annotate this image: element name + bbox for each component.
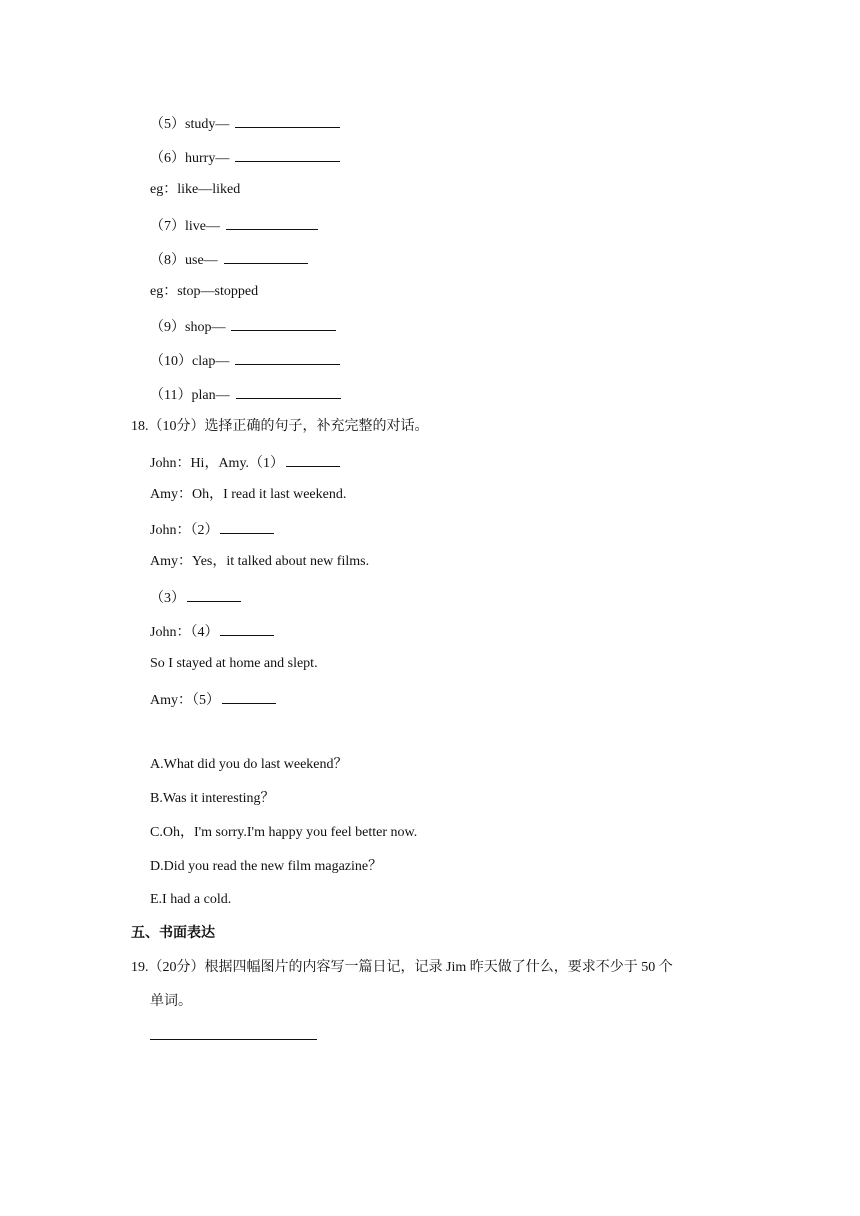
answer-blank[interactable] (235, 147, 340, 162)
item-7 (150, 215, 318, 233)
dialogue-line (150, 621, 274, 639)
item-9-label: （9）shop— (150, 320, 226, 335)
example-like (150, 181, 240, 199)
option-b: B.Was it interesting？ (150, 791, 275, 806)
dialogue-text: Amy：Oh，I read it last weekend. (150, 487, 347, 502)
answer-blank[interactable] (187, 587, 241, 602)
option-d: D.Did you read the new film magazine？ (150, 859, 383, 874)
dialogue-line (150, 519, 274, 537)
dialogue-text: （3） (150, 591, 185, 606)
question-19-line1: 19.（20分）根据四幅图片的内容写一篇日记，记录 Jim 昨天做了什么，要求不少于 50 个 (131, 960, 673, 975)
answer-blank[interactable] (286, 452, 340, 467)
item-11-label: （11）plan— (150, 388, 230, 403)
answer-blank[interactable] (224, 249, 308, 264)
item-8 (150, 249, 308, 267)
essay-answer-line[interactable] (150, 1039, 317, 1040)
item-6 (150, 147, 340, 165)
item-7-label: （7）live— (150, 219, 220, 234)
example-stop (150, 283, 258, 301)
dialogue-line (150, 486, 346, 504)
item-6-label: （6）hurry— (150, 151, 230, 166)
item-10 (150, 350, 340, 368)
dialogue-text: So I stayed at home and slept. (150, 656, 318, 671)
dialogue-text: Amy：Yes，it talked about new films. (150, 554, 370, 569)
item-11 (150, 384, 341, 402)
dialogue-line (150, 553, 369, 571)
dialogue-text: John：（4） (150, 625, 219, 640)
dialogue-line (150, 689, 276, 707)
answer-blank[interactable] (226, 215, 318, 230)
answer-blank[interactable] (235, 113, 340, 128)
option-e: E.I had a cold. (150, 892, 232, 907)
option-a: A.What did you do last weekend？ (150, 757, 348, 772)
dialogue-line (150, 452, 340, 470)
item-5 (150, 113, 340, 131)
option-c: C.Oh，I'm sorry.I'm happy you feel better now. (150, 825, 418, 840)
dialogue-text: John：（2） (150, 523, 219, 538)
item-9 (150, 316, 336, 334)
section-heading: 五、书面表达 (131, 926, 215, 941)
dialogue-line (150, 655, 318, 673)
answer-blank[interactable] (231, 316, 336, 331)
item-10-label: （10）clap— (150, 354, 230, 369)
item-5-label: （5）study— (150, 117, 230, 132)
question-19-line2: 单词。 (150, 994, 192, 1009)
dialogue-text: John：Hi，Amy.（1） (150, 456, 285, 471)
answer-blank[interactable] (220, 519, 274, 534)
dialogue-line (150, 587, 241, 605)
example-label: eg：like—liked (150, 182, 241, 197)
dialogue-text: Amy：（5） (150, 693, 220, 708)
question-18-title: 18.（10分）选择正确的句子，补充完整的对话。 (131, 419, 429, 434)
item-8-label: （8）use— (150, 253, 218, 268)
answer-blank[interactable] (235, 350, 340, 365)
example-label: eg：stop—stopped (150, 284, 259, 299)
answer-blank[interactable] (222, 689, 276, 704)
answer-blank[interactable] (220, 621, 274, 636)
answer-blank[interactable] (236, 384, 341, 399)
